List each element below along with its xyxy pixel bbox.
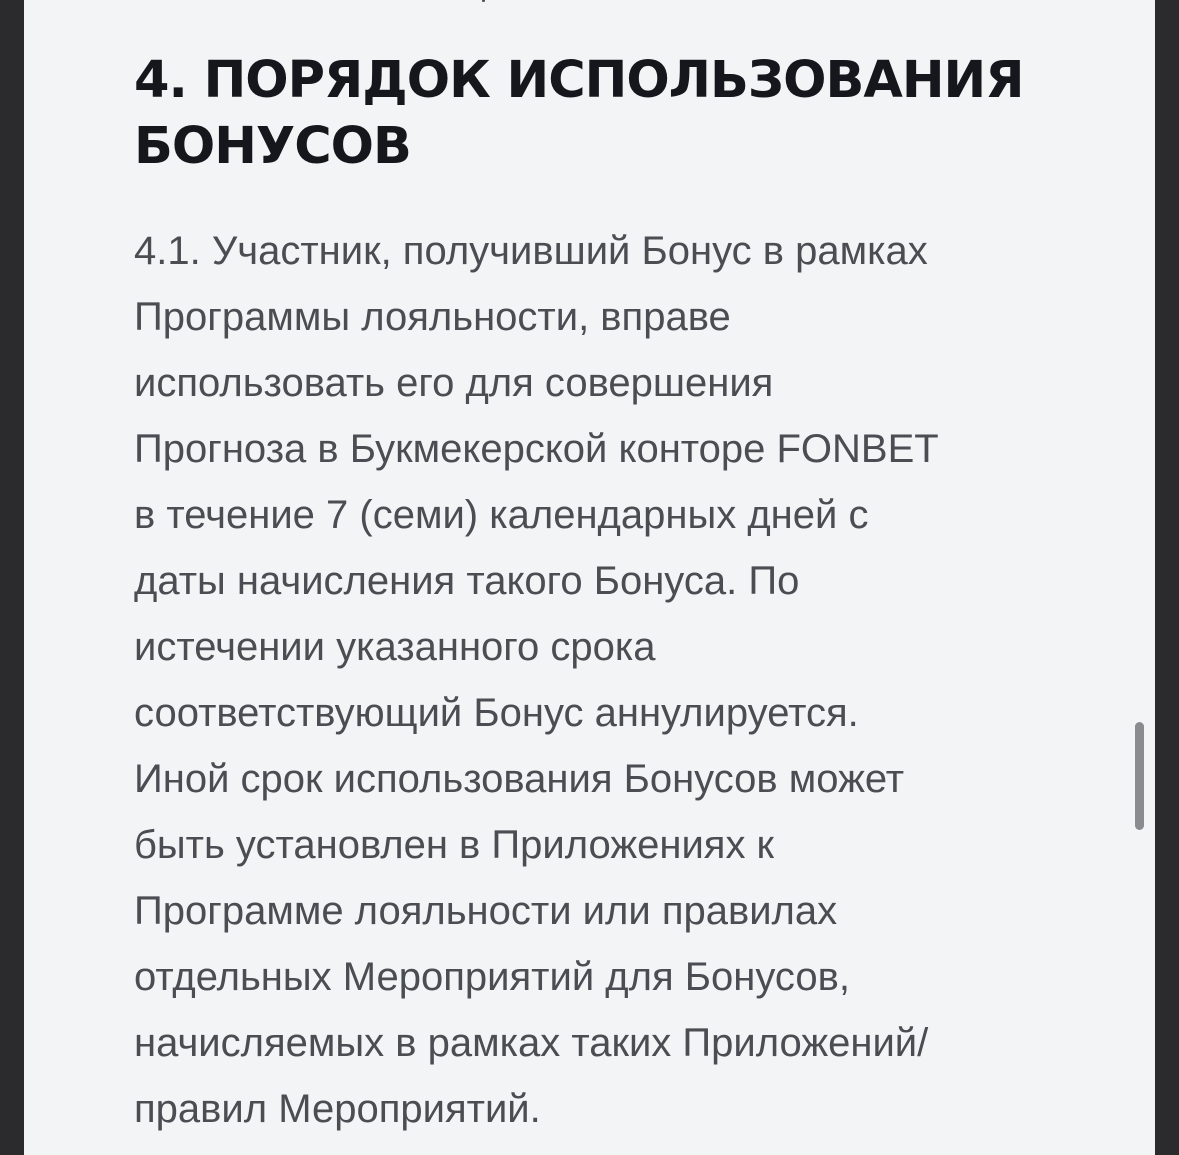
vertical-scrollbar-thumb[interactable] [1135, 722, 1144, 830]
paragraph-line: соответствующий Бонус аннулируется. [134, 691, 859, 735]
paragraph-line: Программе лояльности или правилах [134, 889, 838, 933]
paragraph-line: Программы лояльности, вправе [134, 295, 731, 339]
paragraph-line: Иной срок использования Бонусов может [134, 757, 905, 801]
section-heading [134, 48, 1094, 180]
paragraph-line: отдельных Мероприятий для Бонусов, [134, 955, 850, 999]
paragraph-line: использовать его для совершения [134, 361, 774, 405]
paragraph-line: 4.1. Участник, получивший Бонус в рамках [134, 229, 928, 273]
paragraph-line: Прогноза в Букмекерской конторе FONBET [134, 427, 939, 471]
paragraph-line: правил Мероприятий. [134, 1087, 541, 1131]
section-heading-line-2: БОНУСОВ [134, 117, 411, 176]
section-heading-line-1: 4. ПОРЯДОК ИСПОЛЬЗОВАНИЯ [134, 51, 1024, 110]
paragraph-line: в течение 7 (семи) календарных дней с [134, 493, 869, 537]
paragraph-line: быть установлен в Приложениях к [134, 823, 775, 867]
section-paragraph-4-1 [134, 218, 1039, 1142]
paragraph-line: даты начисления такого Бонуса. По [134, 559, 800, 603]
paragraph-line: начисляемых в рамках таких Приложений/ [134, 1021, 929, 1065]
paragraph-line: истечении указанного срока [134, 625, 656, 669]
document-page [24, 0, 1155, 1155]
previous-text-fragment [474, 0, 496, 6]
